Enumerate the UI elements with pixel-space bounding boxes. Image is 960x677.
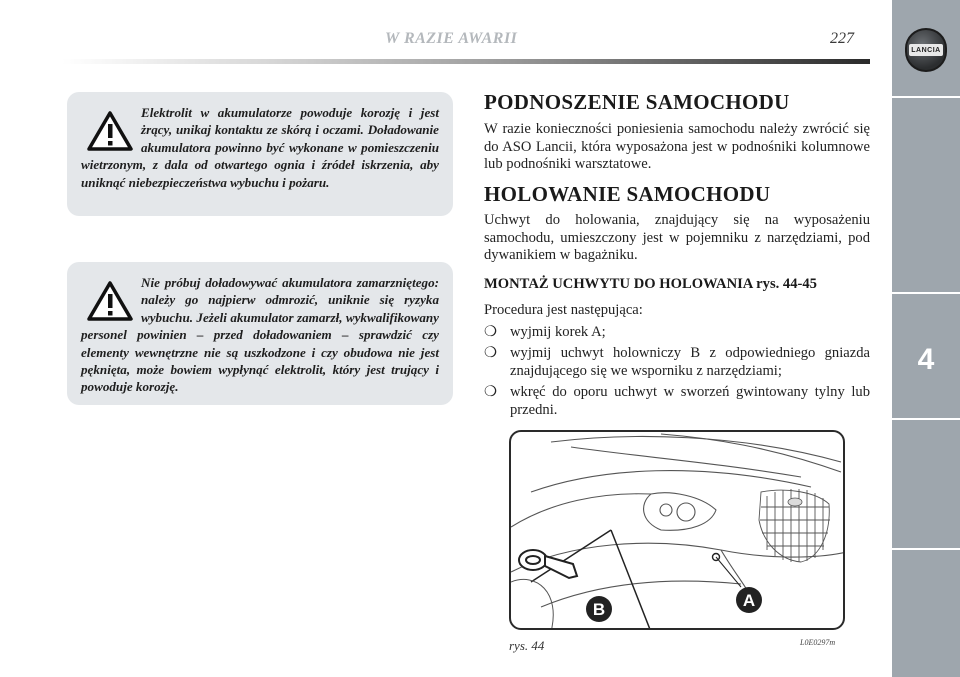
logo-text: LANCIA	[909, 44, 943, 56]
lancia-logo	[905, 28, 947, 72]
figure-caption: rys. 44	[509, 638, 545, 653]
sidebar-divider	[892, 548, 960, 550]
procedure-intro: Procedura jest następująca:	[484, 302, 643, 318]
list-item	[484, 345, 870, 380]
sidebar-divider	[892, 418, 960, 420]
step-text: wyjmij korek A;	[510, 324, 606, 340]
heading-towing: HOLOWANIE SAMOCHODU	[484, 182, 771, 206]
step-text: wkręć do oporu uchwyt w sworzeń gwintowany tylny lub przedni.	[510, 384, 870, 418]
warning-box-electrolyte	[67, 92, 453, 216]
list-item	[484, 324, 870, 342]
page-number: 227	[830, 30, 854, 47]
car-front-illustration	[511, 432, 845, 630]
warning-triangle-icon	[87, 110, 133, 152]
step-text: wyjmij uchwyt holowniczy B z odpowiedniego gniazda znajdującego się we wsporniku z narzędziami;	[510, 345, 870, 379]
warning-text: Nie próbuj doładowywać akumulatora zamarzniętego: należy go najpierw odmrozić, uniknie się ryzyka wybuchu. Jeżeli akumulator zamarzł, wykwalifikowany personel powinien – przed doładowaniem – sprawdzić czy elementy wewnętrzne nie są uszkodzone i czy obudowa nie jest pęknięta, może bowiem wypłynąć elektrolit, który jest trujący i powoduje korozję.	[81, 275, 439, 395]
list-item	[484, 384, 870, 419]
header-rule	[62, 59, 870, 64]
section-header-title: W RAZIE AWARII	[385, 30, 518, 47]
sidebar-divider	[892, 96, 960, 98]
figure-label-a: A	[742, 591, 756, 610]
lifting-text: W razie konieczności poniesienia samochodu należy zwrócić się do ASO Lancii, która wyposażona jest w podnośniki kolumnowe lub podnośniki warsztatowe.	[484, 121, 870, 172]
warning-triangle-icon	[87, 280, 133, 322]
bullet-circle-icon: ❍	[484, 384, 498, 400]
chapter-number: 4	[917, 343, 935, 376]
bullet-circle-icon: ❍	[484, 324, 498, 340]
towing-text: Uchwyt do holowania, znajdujący się na wyposażeniu samochodu, umieszczony jest w pojemniku z narzędziami, pod dywanikiem w bagażniku.	[484, 212, 870, 263]
warning-box-frozen-battery	[67, 262, 453, 405]
sidebar-divider	[892, 292, 960, 294]
figure-label-b: B	[592, 600, 606, 619]
heading-mounting: MONTAŻ UCHWYTU DO HOLOWANIA rys. 44-45	[484, 276, 817, 292]
warning-text: Elektrolit w akumulatorze powoduje korozję i jest żrący, unikaj kontaktu ze skórą i oczami. Doładowanie akumulatora powinno być wykonane w pomieszczeniu wietrzonym, z dala od otwartego ognia i źródeł iskrzenia, aby uniknąć niebezpieczeństwa wybuchu i pożaru.	[81, 105, 439, 190]
figure-car-front-tow-hook	[509, 430, 845, 630]
chapter-sidebar	[892, 0, 960, 677]
heading-lifting: PODNOSZENIE SAMOCHODU	[484, 90, 790, 114]
figure-code: L0E0297m	[800, 638, 836, 647]
bullet-circle-icon: ❍	[484, 345, 498, 361]
